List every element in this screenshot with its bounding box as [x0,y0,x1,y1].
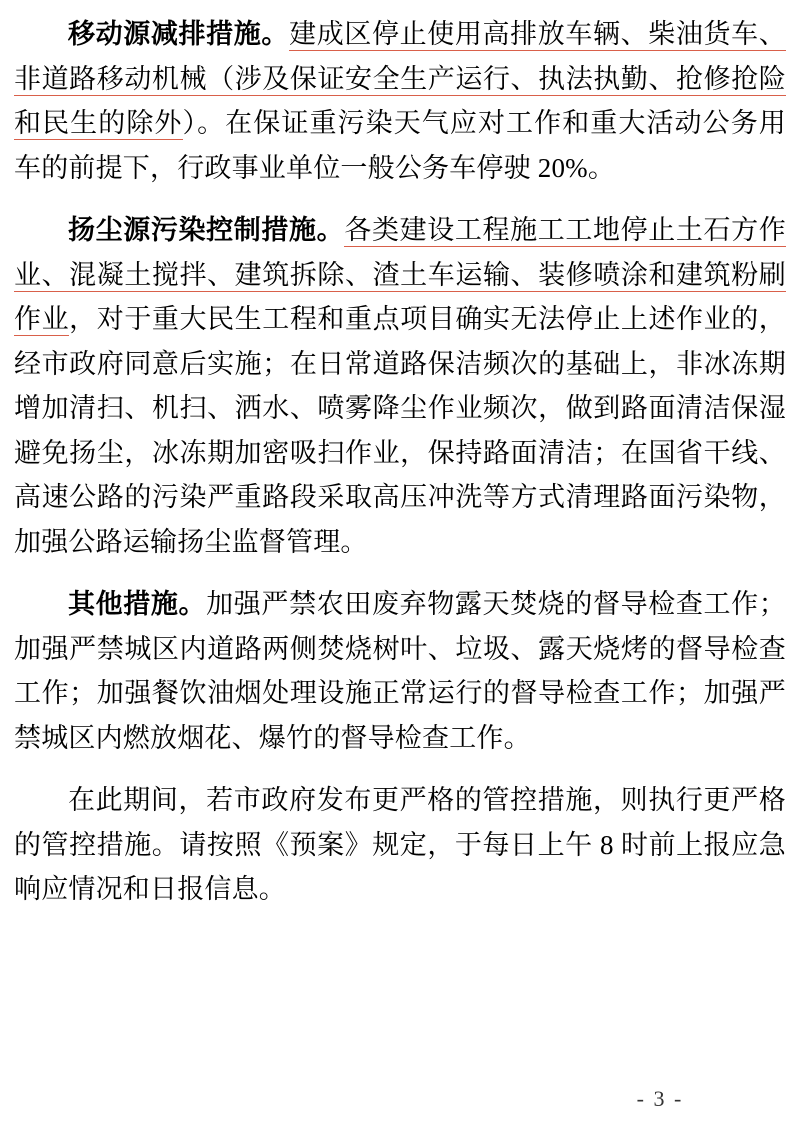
page-number: - 3 - [636,1086,684,1111]
paragraph-spacer [14,190,786,208]
paragraph-text-underlined-1: 建成区停止使用高排放车辆、柴油货车、非道路移动机械（ [14,19,786,94]
paragraph-mobile-source [14,12,786,190]
paragraph-lead-other-measures: 其他措施。 [68,589,207,619]
paragraph-lead-mobile-source: 移动源减排措施。 [68,19,290,49]
paragraph-text-underlined-2: 涉及保证安全生产运行、执法执勤、抢修抢险和民生的除外 [14,63,786,138]
paragraph-lead-dust-source: 扬尘源污染控制措施。 [68,215,345,245]
paragraph-dust-source [14,208,786,564]
paragraph-spacer [14,564,786,582]
paragraph-text-plain-2: ，对于重大民生工程和重点项目确实无法停止上述作业的，经市政府同意后实施；在日常道路保洁频次的基础上，非冰冻期增加清扫、机扫、洒水、喷雾降尘作业频次，做到路面清洁保湿避免扬尘，冰冻期加密吸扫作业，保持路面清洁；在国省干线、高速公路的污染严重路段采取高压冲洗等方式清理路面污染物，加强公路运输扬尘监督管理。 [14,304,786,557]
paragraph-spacer [14,760,786,778]
paragraph-text-plain-3: 加强严禁农田废弃物露天焚烧的督导检查工作；加强严禁城区内道路两侧焚烧树叶、垃圾、露天烧烤的督导检查工作；加强餐饮油烟处理设施正常运行的督导检查工作；加强严禁城区内燃放烟花、爆竹的督导检查工作。 [14,589,787,753]
page-footer [0,1086,800,1112]
paragraph-text-plain-1: ）。在保证重污染天气应对工作和重大活动公务用车的前提下，行政事业单位一般公务车停驶 20%。 [14,108,786,183]
paragraph-closing [14,778,786,912]
paragraph-text-underlined-3: 各类建设工程施工工地停止土石方作业、混凝土搅拌、建筑拆除、渣土车运输、装修喷涂和建筑粉刷作业 [14,215,787,334]
paragraph-other-measures [14,582,786,760]
paragraph-text-plain-4: 在此期间，若市政府发布更严格的管控措施，则执行更严格的管控措施。请按照《预案》规定，于每日上午 8 时前上报应急响应情况和日报信息。 [14,785,786,904]
